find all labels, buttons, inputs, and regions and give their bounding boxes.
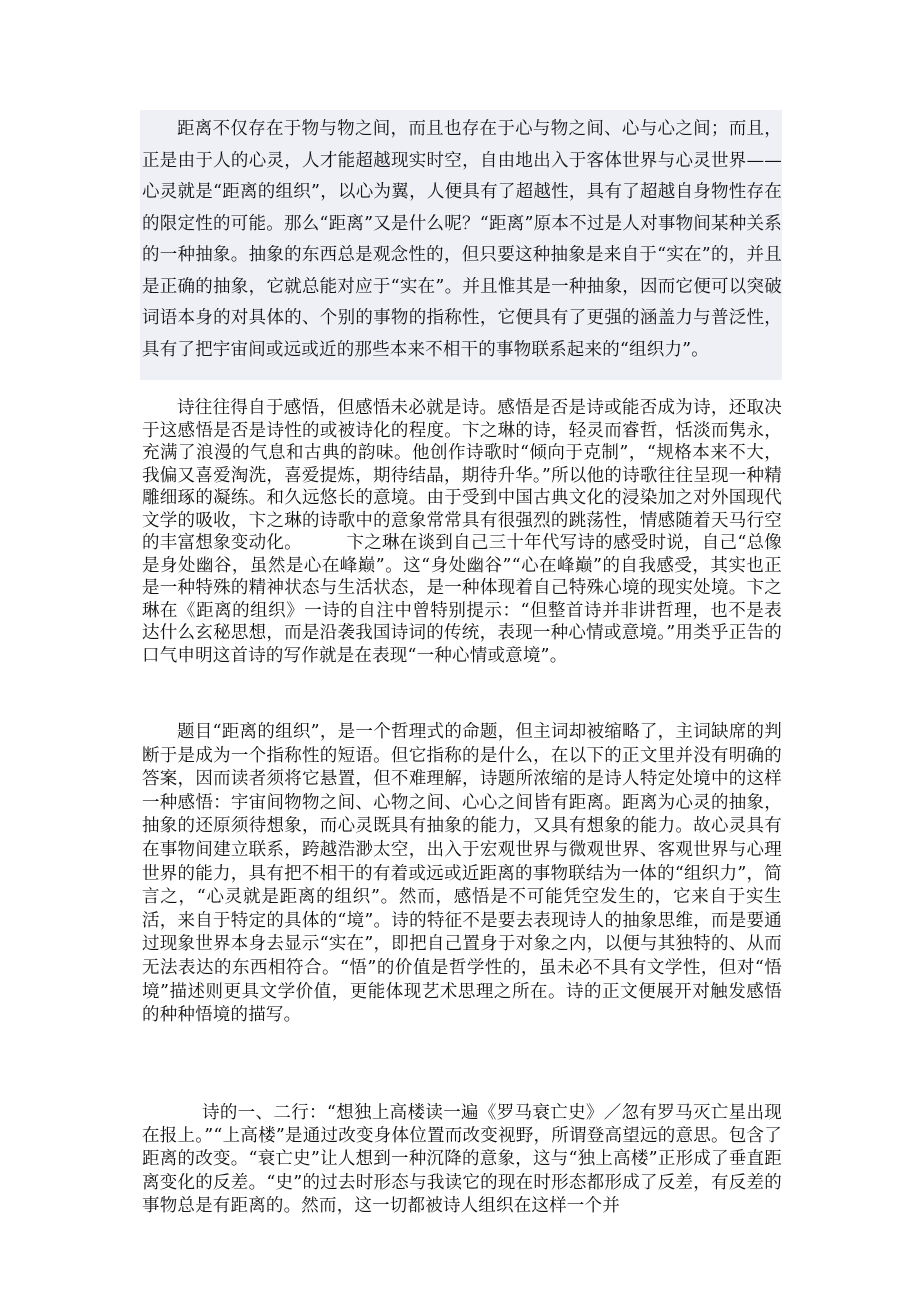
paragraph-4: 诗的一、二行：“想独上高楼读一遍《罗马衰亡史》／忽有罗马灭亡星出现在报上。”“上高楼”是通过改变身体位置而改变视野，所谓登高望远的意思。包含了距离的改变。“衰亡史”让人想到一种沉降的意象，这与“独上高楼”正形成了垂直距离变化的反差。“史”的过去时形态与我读它的现在时形态都形成了反差，有反差的事物总是有距离的。然而，这一切都被诗人组织在这样一个并 — [142, 1103, 782, 1216]
paragraph-3: 题目“距离的组织”，是一个哲理式的命题，但主词却被缩略了，主词缺席的判断于是成为一个指称性的短语。但它指称的是什么，在以下的正文里并没有明确的答案，因而读者须将它悬置，但不难理解，诗题所浓缩的是诗人特定处境中的这样一种感悟：宇宙间物物之间、心物之间、心心之间皆有距离。距离为心灵的抽象，抽象的还原须待想象，而心灵既具有抽象的能力，又具有想象的能力。故心灵具有在事物间建立联系，跨越浩渺太空，出入于宏观世界与微观世界、客观世界与心理世界的能力，具有把不相干的有着或远或近距离的事物联结为一体的“组织力”，简言之，“心灵就是距离的组织”。然而，感悟是不可能凭空发生的，它来自于实生活，来自于特定的具体的“境”。诗的特征不是要去表现诗人的抽象思维，而是要通过现象世界本身去显示“实在”，即把自己置身于对象之内，以便与其独特的、从而无法表达的东西相符合。“悟”的价值是哲学性的，虽未必不具有文学性，但对“悟境”描述则更具文学价值，更能体现艺术思理之所在。诗的正文便展开对触发感悟的种种悟境的描写。 — [142, 722, 782, 1026]
paragraph-1: 距离不仅存在于物与物之间，而且也存在于心与物之间、心与心之间；而且，正是由于人的心灵，人才能超越现实时空，自由地出入于客体世界与心灵世界——心灵就是“距离的组织”，以心为翼，人便具有了超越性，具有了超越自身物性存在的限定性的可能。那么“距离”又是什么呢？“距离”原本不过是人对事物间某种关系的一种抽象。抽象的东西总是观念性的，但只要这种抽象是来自于“实在”的，并且是正确的抽象，它就总能对应于“实在”。并且惟其是一种抽象，因而它便可以突破词语本身的对具体的、个别的事物的指称性，它便具有了更强的涵盖力与普泛性，具有了把宇宙间或远或近的那些本来不相干的事物联系起来的“组织力”。 — [142, 119, 782, 360]
paragraph-2: 诗往往得自于感悟，但感悟未必就是诗。感悟是否是诗或能否成为诗，还取决于这感悟是否是诗性的或被诗化的程度。卞之琳的诗，轻灵而睿哲，恬淡而隽永，充满了浪漫的气息和古典的韵味。他创作诗歌时“倾向于克制”，“规格本来不大，我偏又喜爱淘洗，喜爱提炼，期待结晶，期待升华。”所以他的诗歌往往呈现一种精雕细琢的凝练。和久远悠长的意境。由于受到中国古典文化的浸染加之对外国现代文学的吸收，卞之琳的诗歌中的意象常常具有很强烈的跳荡性，情感随着天马行空的丰富想象变动化。 卞之琳在谈到自己三十年代写诗的感受时说，自己“总像是身处幽谷，虽然是心在峰巅”。这“身处幽谷”“心在峰巅”的自我感受，其实也正是一种特殊的精神状态与生活状态，是一种体现着自己特殊心境的现实处境。卞之琳在《距离的组织》一诗的自注中曾特别提示：“但整首诗并非讲哲理，也不是表达什么玄秘思想，而是沿袭我国诗词的传统，表现一种心情或意境。”用类乎正告的口气申明这首诗的写作就是在表现“一种心情或意境”。 — [142, 398, 782, 666]
